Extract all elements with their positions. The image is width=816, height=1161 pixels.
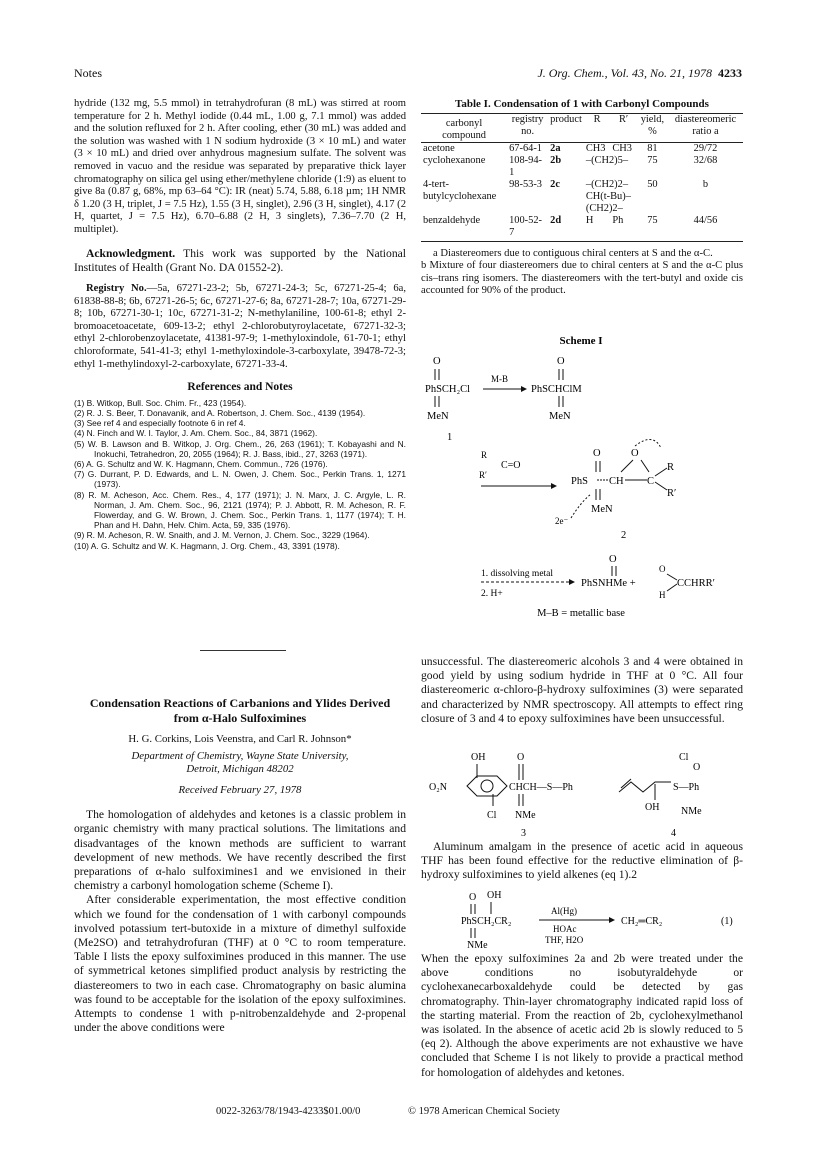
- table-cell: 75: [647, 154, 658, 166]
- journal-citation: J. Org. Chem., Vol. 43, No. 21, 1978: [537, 66, 712, 80]
- table-cell: 100-52-7: [509, 214, 542, 238]
- table-cell: 2b: [550, 154, 562, 166]
- affiliation-line-1: Department of Chemistry, Wayne State University,: [131, 749, 349, 762]
- scheme-1-diagram: [421, 332, 743, 654]
- table-cell: 81: [647, 142, 658, 154]
- left-column: [74, 98, 406, 551]
- svg-text:NMe: NMe: [515, 810, 536, 821]
- header-r-prime: R′: [618, 113, 629, 125]
- header-registry: registry no.: [511, 113, 544, 137]
- step-2-text: 2. H+: [481, 589, 503, 599]
- col-r-prime: [610, 113, 636, 142]
- compound-4-label: 4: [671, 828, 676, 838]
- svg-text:2e⁻: 2e⁻: [555, 516, 569, 526]
- svg-text:O: O: [433, 356, 441, 367]
- eq-reagent-alhg: Al(Hg): [551, 906, 577, 916]
- svg-text:O: O: [557, 356, 565, 367]
- data-table: [421, 113, 743, 239]
- svg-text:Cl: Cl: [487, 810, 497, 821]
- right-column-body-2: [421, 840, 743, 883]
- compound-2-label: 2: [621, 530, 627, 541]
- col-ratio: [668, 113, 743, 142]
- table-row: [421, 155, 743, 179]
- structure-4: [619, 752, 702, 838]
- reference-item: (9) R. M. Acheson, R. W. Snaith, and J. M. Vernon, J. Chem. Soc., 3229 (1964).: [74, 530, 370, 541]
- table-cell: CH3: [585, 142, 606, 154]
- products: [581, 554, 715, 600]
- acknowledgment-label: Acknowledgment.: [86, 246, 176, 260]
- table-cell: –(CH2)2–CH(t-Bu)–(CH2)2–: [585, 178, 631, 214]
- table-header-row: [421, 113, 743, 142]
- running-header-section: Notes: [74, 66, 102, 80]
- compound-2: [555, 439, 676, 541]
- svg-text:NMe: NMe: [467, 940, 488, 950]
- right-column-body: [421, 655, 743, 726]
- svg-text:OH: OH: [471, 752, 486, 763]
- table-cell: 2a: [550, 142, 561, 154]
- scheme-legend: M–B = metallic base: [537, 608, 625, 619]
- reduction-step: [481, 569, 575, 599]
- carbanion-intermediate: [531, 356, 582, 422]
- equation-1: [421, 888, 743, 950]
- svg-text:PhS: PhS: [571, 476, 588, 487]
- references-list: [74, 398, 406, 551]
- svg-text:PhSNHMe +: PhSNHMe +: [581, 578, 636, 589]
- table-cell: 29/72: [693, 142, 718, 154]
- svg-text:MeN: MeN: [427, 411, 449, 422]
- col-carbonyl: [421, 113, 507, 142]
- experimental-paragraph: hydride (132 mg, 5.5 mmol) in tetrahydrofuran (8 mL) was stirred at room temperature for 2 h. Methyl iodide (0.44 mL, 1.00 g, 7.1 mmol) was added and the solution refluxed for 2 h. After cooling, ether (30 mL) was added and the solution was washed with 1 N sodium hydroxide (3 × 10 mL) and water (3 × 10 mL) and dried over anhydrous magnesium sulfate. The solvent was removed in vacuo and the residue was separated by preparative thick layer chromatography on silica gel using ether/methylene chloride (1:9) as eluent to give 8a (0.87 g, 68%, mp 63–64 °C): IR (neat) 5.74, 5.88, 6.18 µm; 1H NMR δ 1.20 (3 H, triplet, J = 7.5 Hz), 1.55 (3 H, singlet), 2.96 (3 H, singlet), 4.17 (2 H, quartet, J = 7.5 Hz), 6.70–6.88 (2 H, 3 singlets), 7.36–7.70 (2 H, multiplet).: [74, 98, 406, 235]
- table-row: [421, 142, 743, 155]
- right-paragraph-1: unsuccessful. The diastereomeric alcohols 3 and 4 were obtained in good yield by using sodium hydride in THF at 0 °C. All four diastereomeric α-chloro-β-hydroxy sulfoximines (3) were separated and characterized by NMR spectroscopy. All attempts to effect ring closure of 3 and 4 to epoxy sulfoximines have been unsuccessful.: [421, 655, 743, 725]
- svg-text:R: R: [481, 450, 488, 460]
- svg-text:MeN: MeN: [549, 411, 571, 422]
- table-footnote-b: b Mixture of four diastereomers due to chiral centers at S and the α-C plus cis–trans ring isomers. The diastereomers with the tert-butyl and oxide cis accounted for 90% of the product.: [421, 260, 743, 297]
- table-cell: H: [585, 214, 594, 226]
- eq-reagent-hoac: HOAc: [553, 924, 577, 934]
- received-date: Received February 27, 1978: [178, 783, 302, 796]
- svg-text:O: O: [693, 762, 701, 773]
- col-product: [548, 113, 584, 142]
- table-cell: 75: [647, 214, 658, 226]
- acknowledgment-text: This work was supported by the National Institutes of Health (Grant No. DA 01552-2).: [74, 246, 406, 274]
- header-carbonyl: carbonyl compound: [442, 117, 486, 141]
- svg-text:O: O: [659, 564, 666, 574]
- table-footnote-a: a Diastereomers due to contiguous chiral centers at S and the α-C.: [433, 247, 713, 259]
- svg-text:OH: OH: [645, 802, 660, 813]
- table-cell: 98-53-3: [509, 178, 542, 190]
- table-body: [421, 142, 743, 239]
- reference-item: (10) A. G. Schultz and W. K. Hagmann, J. Org. Chem., 43, 3391 (1978).: [74, 540, 340, 551]
- table-cell: –(CH2)5–: [585, 154, 629, 166]
- svg-text:O: O: [609, 554, 617, 565]
- table-cell: 32/68: [693, 154, 718, 166]
- carbonyl-reactant: [479, 450, 521, 480]
- table-block: [421, 98, 743, 298]
- svg-text:C: C: [647, 476, 655, 487]
- equation-number: (1): [721, 916, 733, 927]
- table-title: Table I. Condensation of 1 with Carbonyl Compounds: [455, 98, 709, 110]
- svg-text:CH₂═CR₂: CH₂═CR₂: [621, 916, 663, 927]
- scheme-title: Scheme I: [559, 335, 603, 347]
- svg-text:O₂N: O₂N: [429, 782, 447, 793]
- compound-3-label: 3: [521, 828, 526, 838]
- svg-text:R′: R′: [479, 470, 487, 480]
- reference-item: (7) G. Durrant, P. D. Edwards, and L. N. Owen, J. Chem. Soc., Perkin Trans. 1, 1271 (1973).: [74, 469, 406, 490]
- svg-text:OH: OH: [487, 890, 502, 901]
- body-paragraph-2: After considerable experimentation, the most effective condition which we found for the condensation of 1 with carbonyl compounds involved potassium tert-butoxide in a mixture of dimethyl sulfoxide (Me2SO) and tetrahydrofuran (THF) at 0 °C to room temperature. Table I lists the epoxy sulfoximines produced in this manner. The use of symmetrical ketones simplified product analysis by restricting the diastereomers to two in each case. Chromatography on basic alumina was found to be acceptable for the isolation of the epoxy sulfoximines. Attempts to condense 1 with p-nitrobenzaldehyde and 2-propenal under the above conditions were: [74, 893, 406, 1035]
- svg-text:O: O: [631, 448, 639, 459]
- right-paragraph-2: Aluminum amalgam in the presence of acetic acid in aqueous THF has been found effective for the reductive elimination of β-hydroxy sulfoximines to yield alkenes (eq 1).2: [421, 840, 743, 882]
- table-cell: CH3: [612, 142, 632, 154]
- article-separator: [200, 650, 286, 651]
- col-r: [584, 113, 610, 142]
- reference-item: (2) R. J. S. Beer, T. Donavanik, and A. Robertson, J. Chem. Soc., 4139 (1954).: [74, 407, 366, 418]
- structure-3: [429, 752, 573, 838]
- table-cell: cyclohexanone: [423, 154, 486, 166]
- acknowledgment: [74, 247, 406, 275]
- reference-item: (6) A. G. Schultz and W. K. Hagmann, Chem. Commun., 726 (1976).: [74, 458, 328, 469]
- registry-text: —5a, 67271-23-2; 5b, 67271-24-3; 5c, 67271-25-4; 6a, 61838-88-8; 6b, 67271-26-5; 6c, 67271-27-6; 8a, 67271-28-7; 10a, 67271-29-8; 10b, 67271-30-1; 10c, 67271-31-2; N-methylaniline, 100-61-8; ethyl 2-bromoacetoacetate, 609-13-2; ethyl 2-chlorobutyroylacetate, 67271-32-3; ethyl 2-chlorobenzoylacetate, 41381-97-9; 1-methyloxindole, 61-70-1; ethyl chloroformate, 541-41-3; ethyl 1-methyloxindole-3-carboxylate, 39478-72-3; ethyl 1-methylindoxyl-2-carboxylate, 67271-33-4.: [74, 282, 406, 370]
- reference-item: (4) N. Finch and W. I. Taylor, J. Am. Chem. Soc., 84, 3871 (1962).: [74, 428, 318, 439]
- table-cell: 2c: [550, 178, 560, 190]
- structures-3-4: [421, 748, 743, 838]
- registry-label: Registry No.: [86, 282, 147, 294]
- col-registry: [507, 113, 548, 142]
- affiliation-line-2: Detroit, Michigan 48202: [186, 762, 294, 775]
- table-cell: benzaldehyde: [423, 214, 481, 226]
- table-cell: b: [702, 178, 709, 190]
- compound-1-label: 1: [447, 432, 453, 443]
- scheme-reagent-mb: M-B: [491, 374, 509, 384]
- svg-text:CH: CH: [609, 476, 624, 487]
- col-yield: [637, 113, 668, 142]
- svg-text:CCHRR′: CCHRR′: [677, 578, 715, 589]
- svg-text:O: O: [517, 752, 525, 763]
- reference-item: (8) R. M. Acheson, Acc. Chem. Res., 4, 177 (1971); J. N. Marx, J. C. Argyle, L. R. Norman, J. Am. Chem. Soc., 96, 2121 (1974); P. J. Abbott, R. M. Acheson, R. F. Flowerday, and G. W. Brown, J. Chem. Soc., Perkin Trans. 1, 1177 (1974); T. H. Phan and H. Dahn, Helv. Chim. Acta, 59, 335 (1976).: [74, 489, 406, 531]
- table-cell: 4-tert-butylcyclohexane: [423, 178, 497, 202]
- table-cell: acetone: [423, 142, 455, 154]
- table-cell: 108-94-1: [509, 154, 542, 178]
- svg-text:R′: R′: [667, 488, 677, 499]
- authors: H. G. Corkins, Lois Veenstra, and Carl R. Johnson*: [128, 733, 352, 745]
- step-1-text: 1. dissolving metal: [481, 569, 554, 579]
- table-cell: 50: [647, 178, 658, 190]
- svg-text:C=O: C=O: [501, 460, 521, 471]
- registry-numbers: [74, 283, 406, 371]
- footer-copyright: © 1978 American Chemical Society: [408, 1106, 561, 1117]
- svg-text:PhSCH₂CR₂: PhSCH₂CR₂: [461, 916, 512, 927]
- page-number: 4233: [718, 66, 742, 80]
- header-product: product: [550, 113, 582, 125]
- svg-text:R: R: [667, 462, 675, 473]
- svg-text:PhSCHClM: PhSCHClM: [531, 384, 582, 395]
- svg-text:MeN: MeN: [591, 504, 613, 515]
- svg-text:O: O: [469, 892, 477, 903]
- table-row: [421, 215, 743, 239]
- reference-item: (3) See ref 4 and especially footnote 6 in ref 4.: [74, 418, 246, 429]
- svg-text:PhSCH₂Cl: PhSCH₂Cl: [425, 384, 471, 395]
- running-header-journal: [470, 66, 742, 81]
- body-paragraph-1: The homologation of aldehydes and ketones is a classic problem in organic chemistry with many practical solutions. The limitations and disadvantages of the known methods are sufficient to warrant development of new methods. We have recently described the first preparations of α-halo sulfoximines1 and we envisioned in their chemistry a carbonyl homologation scheme (Scheme I).: [74, 808, 406, 893]
- footer-code: 0022-3263/78/1943-4233$01.00/0: [216, 1106, 361, 1117]
- eq-reagent-thf: THF, H2O: [545, 935, 584, 945]
- new-article: [74, 696, 406, 1035]
- table-cell: Ph: [612, 214, 624, 226]
- svg-text:S—Ph: S—Ph: [673, 782, 700, 793]
- header-yield: yield, %: [640, 113, 665, 137]
- references-heading: References and Notes: [187, 381, 293, 394]
- header-ratio: diastereomeric ratio a: [674, 113, 737, 137]
- svg-text:Cl: Cl: [679, 752, 689, 763]
- svg-text:CHCH—S—Ph: CHCH—S—Ph: [509, 782, 573, 793]
- svg-text:H: H: [659, 590, 666, 600]
- table-cell: 67-64-1: [509, 142, 542, 154]
- svg-text:O: O: [593, 448, 601, 459]
- right-column-body-3: [421, 952, 743, 1080]
- table-cell: 2d: [550, 214, 562, 226]
- reference-item: (5) W. B. Lawson and B. Witkop, J. Org. Chem., 26, 263 (1961); T. Kobayashi and N. Inokuchi, Tetrahedron, 20, 2055 (1964); R. J. Bass, ibid., 27, 3263 (1971).: [74, 438, 406, 459]
- table-cell: 44/56: [693, 214, 718, 226]
- article-title: Condensation Reactions of Carbanions and Ylides Derived from α-Halo Sulfoximines: [89, 696, 391, 725]
- header-r: R: [593, 113, 601, 125]
- reference-item: (1) B. Witkop, Bull. Soc. Chim. Fr., 423 (1954).: [74, 397, 247, 408]
- table-row: [421, 179, 743, 215]
- svg-text:NMe: NMe: [681, 806, 702, 817]
- right-paragraph-3: When the epoxy sulfoximines 2a and 2b were treated under the above conditions no isobutyraldehyde or cyclohexanecarboxaldehyde could be detected by gas chromatography. Thin-layer chromatography indicated rapid loss of the starting material. From the reaction of 2b, cyclohexylmethanol was isolated. In the absence of acetic acid 2b is slowly reduced to 5 (eq 2). Although the above experiments are not exhaustive we have concluded that Scheme I is not likely to provide a practical method for homologation of aldehydes and ketones.: [421, 952, 743, 1079]
- compound-1: [425, 356, 470, 443]
